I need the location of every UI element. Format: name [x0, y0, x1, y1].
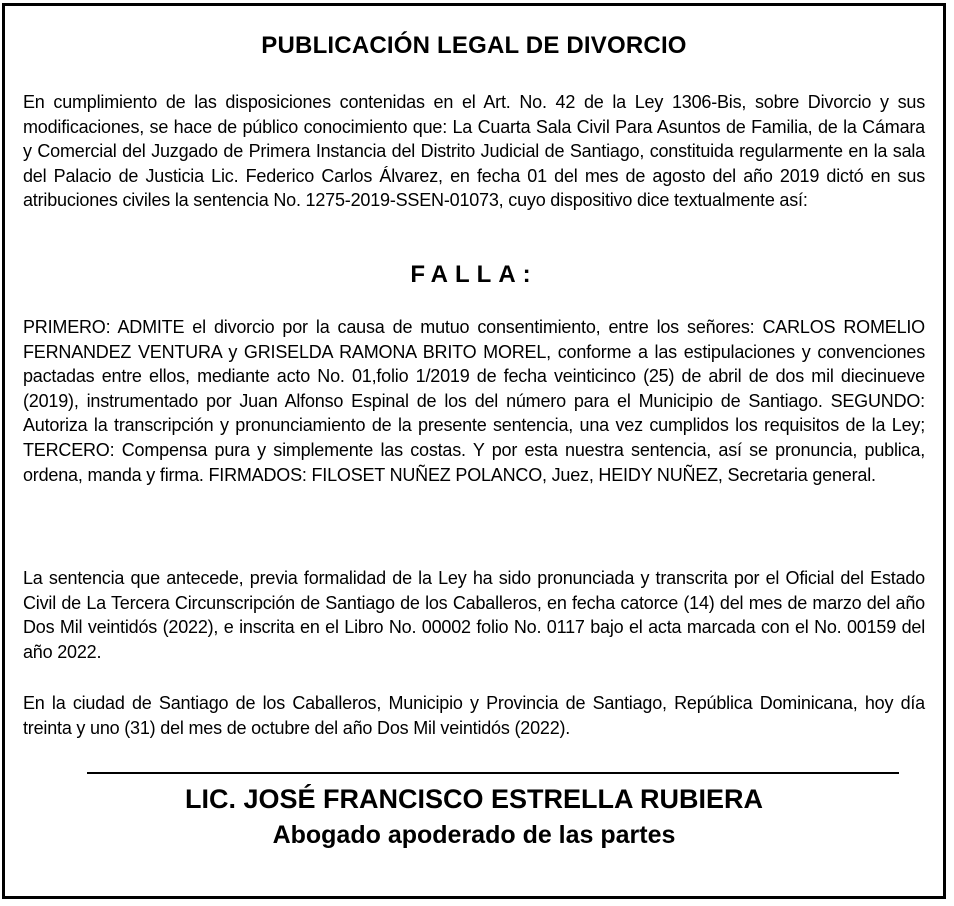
transcription-paragraph: La sentencia que antecede, previa formalidad de la Ley ha sido pronunciada y transcrita por el Oficial del Estado Civil de La Tercera Circunscripción de Santiago de los Caballeros, en fecha catorce (14) del mes de marzo del año Dos Mil veintidós (2022), e inscrita en el Libro No. 00002 folio No. 0117 bajo el acta marcada con el No. 00159 del año 2022. [23, 568, 925, 662]
legal-notice-frame [2, 3, 946, 899]
place-date-paragraph: En la ciudad de Santiago de los Caballeros, Municipio y Provincia de Santiago, República Dominicana, hoy día treinta y uno (31) del mes de octubre del año Dos Mil veintidós (2022). [23, 693, 925, 738]
notice-title: PUBLICACIÓN LEGAL DE DIVORCIO [261, 32, 687, 59]
ruling-paragraph: PRIMERO: ADMITE el divorcio por la causa de mutuo consentimiento, entre los señores: CARLOS ROMELIO FERNANDEZ VENTURA y GRISELDA RAMONA BRITO MOREL, conforme a las estipulaciones y convenciones pactadas entre ellos, mediante acto No. 01,folio 1/2019 de fecha veinticinco (25) de abril de dos mil diecinueve (2019), instrumentado por Juan Alfonso Espinal de los del número para el Municipio de Santiago. SEGUNDO: Autoriza la transcripción y pronunciamiento de la presente sentencia, una vez cumplidos los requisitos de la Ley; TERCERO: Compensa pura y simplemente las costas. Y por esta nuestra sentencia, así se pronuncia, publica, ordena, manda y firma. FIRMADOS: FILOSET NUÑEZ POLANCO, Juez, HEIDY NUÑEZ, Secretaria general. [23, 317, 925, 485]
signature-role: Abogado apoderado de las partes [272, 821, 676, 849]
signature-line [87, 772, 899, 774]
falla-heading: FALLA: [410, 261, 538, 288]
signature-name: LIC. JOSÉ FRANCISCO ESTRELLA RUBIERA [184, 784, 764, 814]
intro-paragraph: En cumplimiento de las disposiciones contenidas en el Art. No. 42 de la Ley 1306-Bis, sobre Divorcio y sus modificaciones, se hace de público conocimiento que: La Cuarta Sala Civil Para Asuntos de Familia, de la Cámara y Comercial del Juzgado de Primera Instancia del Distrito Judicial de Santiago, constituida regularmente en la sala del Palacio de Justicia Lic. Federico Carlos Álvarez, en fecha 01 del mes de agosto del año 2019 dictó en sus atribuciones civiles la sentencia No. 1275-2019-SSEN-01073, cuyo dispositivo dice textualmente así: [23, 92, 925, 211]
